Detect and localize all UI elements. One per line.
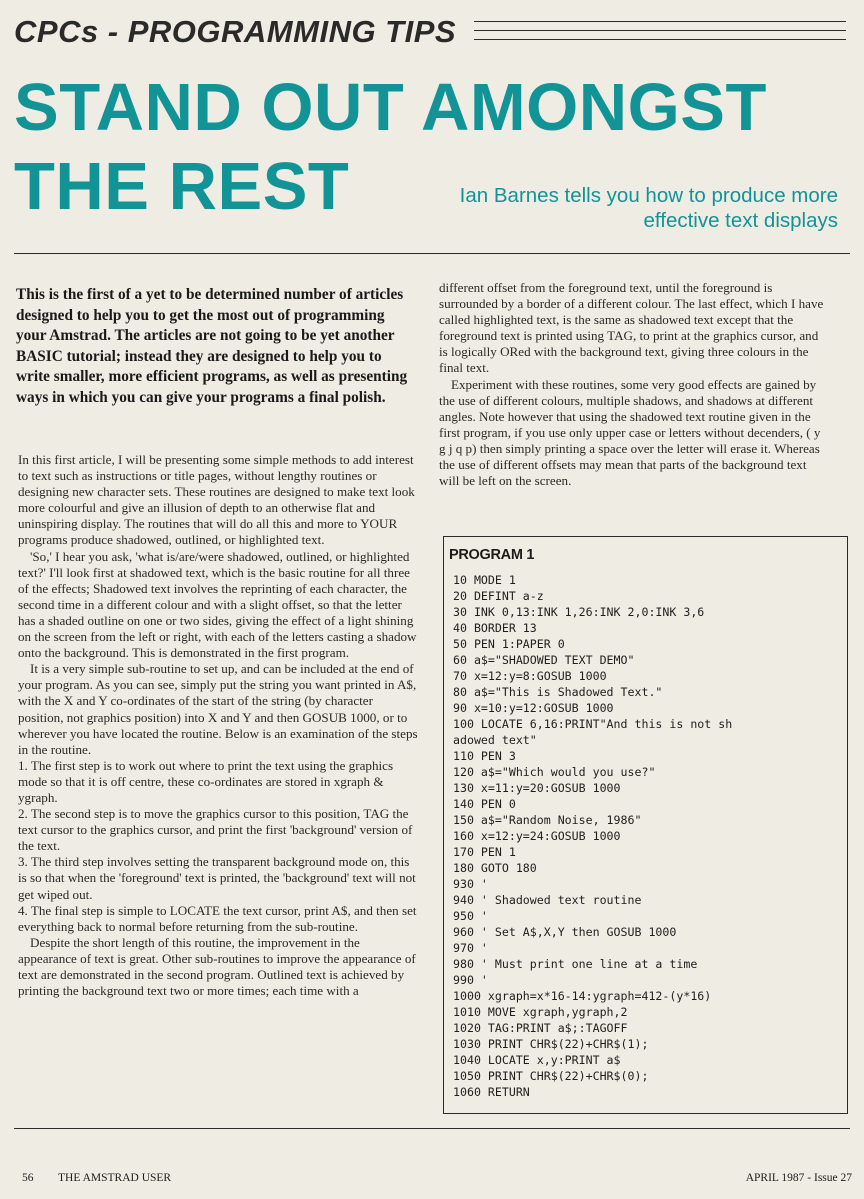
body-column-right [439, 280, 825, 489]
code-line: 1050 PRINT CHR$(22)+CHR$(0); [453, 1069, 649, 1083]
body-column-left [18, 452, 418, 999]
byline-line: Ian Barnes tells you how to produce more [459, 184, 838, 207]
code-line: 10 MODE 1 [453, 573, 516, 587]
step-item: 1. The first step is to work out where to print the text using the graphics mode so that it is off centre, these co-ordinates are stored in xgraph & ygraph. [18, 757, 394, 805]
magazine-name: THE AMSTRAD USER [58, 1172, 172, 1184]
code-line: 930 ' [453, 877, 488, 891]
code-line: 50 PEN 1:PAPER 0 [453, 637, 565, 651]
code-line: 1000 xgraph=x*16-14:ygraph=412-(y*16) [453, 989, 712, 1003]
body-paragraph: In this first article, I will be presenting some simple methods to add interest to text such as instructions or title pages, without lengthy routines or designing new character sets. These routines are designed to make text look more colourful and give an illusion of depth to an otherwise flat and uninspiring display. The routines that will do all this and more to YOUR programs produce shadowed, outlined, or highlighted text. [18, 452, 415, 548]
step-item: 2. The second step is to move the graphics cursor to this position, TAG the text cursor to the graphics cursor, and print the first 'background' version of the text. [18, 806, 413, 854]
page-number: 56 [22, 1172, 34, 1184]
headline-line: STAND OUT AMONGST [14, 70, 767, 145]
code-line: 80 a$="This is Shadowed Text." [453, 685, 663, 699]
body-paragraph: Experiment with these routines, some very good effects are gained by the use of different colours, multiple shadows, and shadows at different angles. Note however that using the shadowed text routine given in the first program, if you use only upper case or letters without decenders, ( y g j q p) then simply printing a space over the letter will erase it. Whereas the use of different offsets may mean that parts of the background text will be left on the screen. [439, 376, 821, 489]
headline-line: THE REST [14, 149, 350, 224]
code-line: 970 ' [453, 941, 488, 955]
code-line: 110 PEN 3 [453, 749, 516, 763]
code-line: 150 a$="Random Noise, 1986" [453, 813, 642, 827]
code-line: 40 BORDER 13 [453, 621, 537, 635]
code-line: 1020 TAG:PRINT a$;:TAGOFF [453, 1021, 628, 1035]
code-line: 20 DEFINT a-z [453, 589, 544, 603]
body-paragraph: Despite the short length of this routine, the improvement in the appearance of text is great. Other sub-routines to improve the appearance of text are demonstrated in the second program. Outlined text is achieved by printing the background text two or more times; each time with a [18, 934, 416, 999]
code-line: 160 x=12:y=24:GOSUB 1000 [453, 829, 621, 843]
headline-rule [14, 253, 850, 254]
code-line: 30 INK 0,13:INK 1,26:INK 2,0:INK 3,6 [453, 605, 705, 619]
footer-rule [14, 1128, 850, 1129]
code-line: 960 ' Set A$,X,Y then GOSUB 1000 [453, 925, 677, 939]
header-rule [474, 21, 846, 22]
code-line: 1010 MOVE xgraph,ygraph,2 [453, 1005, 628, 1019]
code-line: 60 a$="SHADOWED TEXT DEMO" [453, 653, 635, 667]
code-line: adowed text" [453, 733, 537, 747]
body-paragraph: different offset from the foreground text, until the foreground is surrounded by a border of a different colour. The last effect, which I have called highlighted text, is the same as shadowed text except that the foreground text is printed using TAG, to print at the graphics cursor, and is logically ORed with the background text, giving three colours in the final text. [439, 280, 824, 376]
program-title: PROGRAM 1 [449, 547, 535, 563]
code-line: 1040 LOCATE x,y:PRINT a$ [453, 1053, 621, 1067]
code-line: 170 PEN 1 [453, 845, 516, 859]
body-paragraph: 'So,' I hear you ask, 'what is/are/were shadowed, outlined, or highlighted text?' I'll look first at shadowed text, which is the basic routine for all three of the effects; Shadowed text involves the reprinting of each character, the second time in a different colour and with a slight offset, so that the letter has a shaded outline on one or two sides, giving the effect of a light shining on the screen from the left or right, with each of the letters casting a shadow onto the background. This is demonstrated in the first program. [18, 548, 417, 661]
code-line: 120 a$="Which would you use?" [453, 765, 656, 779]
code-line: 980 ' Must print one line at a time [453, 957, 698, 971]
code-line: 990 ' [453, 973, 488, 987]
issue-date: APRIL 1987 - Issue 27 [745, 1172, 852, 1184]
code-line: 140 PEN 0 [453, 797, 516, 811]
header-rule [474, 30, 846, 31]
intro-paragraph: This is the first of a yet to be determined number of articles designed to help you to get the most out of programming your Amstrad. The articles are not going to be yet another BASIC tutorial; instead they are designed to help you to write smaller, more efficient programs, as well as presenting ways in which you can give your programs a final polish. [16, 286, 408, 406]
code-line: 100 LOCATE 6,16:PRINT"And this is not sh [453, 717, 733, 731]
code-line: 950 ' [453, 909, 488, 923]
body-paragraph: It is a very simple sub-routine to set up, and can be included at the end of your program. As you can see, simply put the string you want printed in A$, with the X and Y co-ordinates of the start of the string (by character position, not graphics position) into X and Y and then GOSUB 1000, or to wherever you have located the routine. Below is an examination of the steps in the routine. [18, 661, 418, 757]
section-header: CPCs - PROGRAMMING TIPS [14, 14, 457, 49]
code-line: 180 GOTO 180 [453, 861, 537, 875]
step-item: 4. The final step is simple to LOCATE the text cursor, print A$, and then set everything back to normal before returning from the sub-routine. [18, 902, 417, 934]
code-line: 90 x=10:y=12:GOSUB 1000 [453, 701, 614, 715]
code-line: 1060 RETURN [453, 1085, 530, 1099]
code-line: 940 ' Shadowed text routine [453, 893, 642, 907]
code-line: 130 x=11:y=20:GOSUB 1000 [453, 781, 621, 795]
program-listing [453, 572, 843, 1100]
code-line: 1030 PRINT CHR$(22)+CHR$(1); [453, 1037, 649, 1051]
step-item: 3. The third step involves setting the transparent background mode on, this is so that when the 'foreground' text is printed, the 'background' text will not get wiped out. [18, 854, 416, 902]
byline-line: effective text displays [643, 209, 838, 232]
byline [438, 183, 838, 233]
header-rule [474, 39, 846, 40]
code-line: 70 x=12:y=8:GOSUB 1000 [453, 669, 607, 683]
